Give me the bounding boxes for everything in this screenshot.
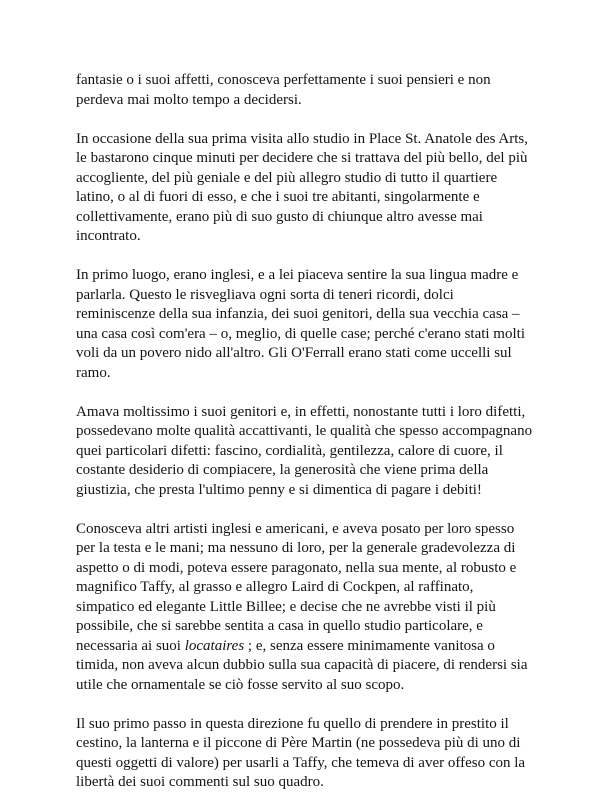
text-line: una casa così com'era – o, meglio, di quelle case; perché c'erano stati molti: [76, 325, 525, 342]
text-line: le bastarono cinque minuti per decidere che si trattava del più bello, del più: [76, 150, 528, 166]
text-line: incontrato.: [76, 228, 141, 244]
text-line: utile che ornamentale se ciò fosse servito al suo scopo.: [76, 676, 405, 693]
body-text: [76, 71, 536, 793]
text-line: ramo.: [76, 364, 111, 381]
text-line: per la testa e le mani; ma nessuno di loro, per la generale gradevolezza di: [76, 540, 516, 556]
text-line: magnifico Taffy, al grasso e allegro Laird di Cockpen, al raffinato,: [76, 579, 474, 595]
text-line: Conosceva altri artisti inglesi e americani, e aveva posato per loro spesso: [76, 520, 515, 537]
text-line: questi oggetti di valore) per usarli a Taffy, che temeva di aver offeso con la: [76, 754, 526, 771]
text-line: voli da un povero nido all'altro. Gli O'Ferrall erano stati come uccelli sul: [76, 345, 512, 361]
text-line: latino, o al di fuori di esso, e che i suoi tre abitanti, singolarmente e: [76, 189, 480, 205]
text-line: Il suo primo passo in questa direzione fu quello di prendere in prestito il: [76, 715, 509, 732]
text-line: giustizia, che presta l'ultimo penny e si dimentica di pagare i debiti!: [76, 481, 482, 498]
text-line: libertà dei suoi commenti sul suo quadro.: [76, 774, 324, 790]
text-line: Amava moltissimo i suoi genitori e, in effetti, nonostante tutti i loro difetti,: [76, 403, 526, 420]
text-line-with-italic: [76, 637, 536, 657]
text-line: collettivamente, erano più di suo gusto di chiunque altro avesse mai: [76, 208, 483, 225]
paragraph-2: [76, 130, 536, 247]
paragraph-1: [76, 71, 536, 110]
text-line: cestino, la lanterna e il piccone di Père Martin (ne possedeva più di uno di: [76, 735, 521, 751]
text-line: reminiscenze della sua infanzia, dei suoi genitori, della sua vecchia casa –: [76, 306, 520, 322]
text-line: possibile, che si sarebbe sentita a casa in quello studio particolare, e: [76, 618, 483, 634]
text-line: costante desiderio di compiacere, la generosità che viene prima della: [76, 462, 489, 478]
text-line: fantasie o i suoi affetti, conosceva perfettamente i suoi pensieri e non: [76, 72, 491, 88]
paragraph-3: [76, 266, 536, 383]
text-line: possedevano molte qualità accattivanti, le qualità che spesso accompagnano: [76, 423, 533, 439]
text-line: In primo luogo, erano inglesi, e a lei piaceva sentire la sua lingua madre e: [76, 267, 519, 283]
text-line: perdeva mai molto tempo a decidersi.: [76, 91, 302, 108]
italic-word: locataires: [184, 637, 245, 654]
paragraph-6: [76, 715, 536, 793]
text-line: quei particolari difetti: fascino, cordialità, gentilezza, calore di cuore, il: [76, 442, 503, 459]
text-segment: necessaria ai suoi: [76, 637, 185, 654]
text-line: timida, non aveva alcun dubbio sulla sua capacità di piacere, di rendersi sia: [76, 657, 528, 673]
paragraph-5: [76, 520, 536, 696]
text-line: accogliente, del più geniale e del più allegro studio di tutto il quartiere: [76, 169, 498, 186]
text-line: In occasione della sua prima visita allo studio in Place St. Anatole des Arts,: [76, 130, 528, 147]
text-line: aspetto o di modi, poteva essere paragonato, nella sua mente, al robusto e: [76, 559, 517, 576]
text-line: simpatico ed elegante Little Billee; e decise che ne avrebbe visti il più: [76, 598, 496, 615]
text-segment: ; e, senza essere minimamente vanitosa o: [244, 637, 495, 654]
paragraph-4: [76, 403, 536, 501]
text-line: parlarla. Questo le risvegliava ogni sorta di teneri ricordi, dolci: [76, 286, 454, 303]
